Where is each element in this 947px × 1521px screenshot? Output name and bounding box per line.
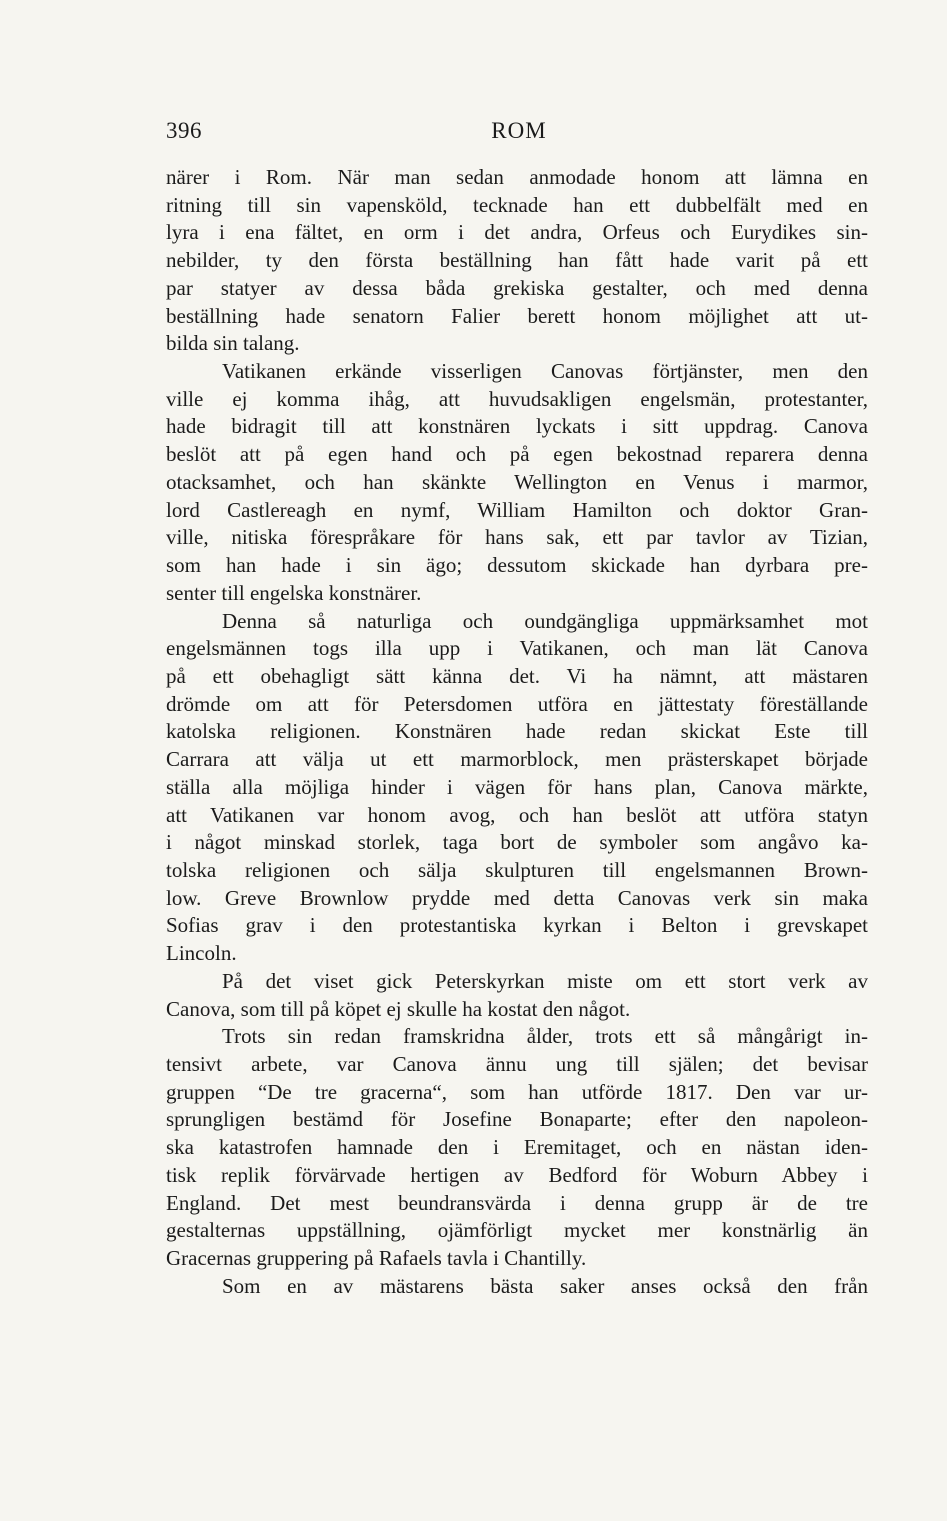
text-line: gruppen “De tre gracerna“, som han utförde 1817. Den var ur- — [166, 1079, 868, 1104]
text-line: Gracernas gruppering på Rafaels tavla i Chantilly. — [166, 1246, 587, 1271]
text-line: bilda sin talang. — [166, 331, 300, 356]
text-line: Trots sin redan framskridna ålder, trots ett så mångårigt in- — [222, 1024, 868, 1049]
text-line: lyra i ena fältet, en orm i det andra, Orfeus och Eurydikes sin- — [166, 220, 868, 245]
text-line: gestalternas uppställning, ojämförligt mycket mer konstnärlig än — [166, 1218, 868, 1243]
text-line: beslöt att på egen hand och på egen bekostnad reparera denna — [166, 442, 868, 467]
text-line: senter till engelska konstnärer. — [166, 580, 422, 605]
running-head: ROM — [491, 118, 547, 143]
text-line: Sofias grav i den protestantiska kyrkan i Belton i grevskapet — [166, 913, 868, 938]
text-line: ska katastrofen hamnade den i Eremitaget, och en nästan iden- — [166, 1135, 868, 1160]
text-line: närer i Rom. När man sedan anmodade honom att lämna en — [166, 165, 868, 189]
text-line: på ett obehagligt sätt känna det. Vi ha nämnt, att mästaren — [166, 663, 868, 688]
text-line: Denna så naturliga och oundgängliga uppmärksamhet mot — [222, 608, 868, 633]
text-line: engelsmännen togs illa upp i Vatikanen, och man lät Canova — [166, 636, 868, 661]
body-text — [166, 164, 868, 1300]
text-line: England. Det mest beundransvärda i denna grupp är de tre — [166, 1190, 868, 1215]
text-line: i något minskad storlek, taga bort de symboler som angåvo ka- — [166, 830, 868, 855]
text-line: par statyer av dessa båda grekiska gestalter, och med denna — [166, 275, 868, 300]
text-line: ställa alla möjliga hinder i vägen för hans plan, Canova märkte, — [166, 774, 868, 799]
text-line: nebilder, ty den första beställning han fått hade varit på ett — [166, 248, 868, 273]
text-line: tensivt arbete, var Canova ännu ung till själen; det bevisar — [166, 1052, 868, 1076]
text-line: otacksamhet, och han skänkte Wellington en Venus i marmor, — [166, 469, 868, 494]
text-line: Lincoln. — [166, 941, 237, 966]
text-line: katolska religionen. Konstnären hade redan skickat Este till — [166, 719, 868, 744]
text-line: drömde om att för Petersdomen utföra en jättestaty föreställande — [166, 691, 868, 716]
text-line: sprungligen bestämd för Josefine Bonaparte; efter den napoleon- — [166, 1107, 868, 1132]
page-number: 396 — [166, 118, 202, 143]
text-line: hade bidragit till att konstnären lyckats i sitt uppdrag. Canova — [166, 414, 868, 439]
text-line: tisk replik förvärvade hertigen av Bedford för Woburn Abbey i — [166, 1162, 868, 1187]
text-line: low. Greve Brownlow prydde med detta Canovas verk sin maka — [166, 885, 868, 910]
text-line: att Vatikanen var honom avog, och han beslöt att utföra statyn — [166, 802, 868, 827]
text-line: tolska religionen och sälja skulpturen till engelsmannen Brown- — [166, 857, 868, 882]
text-line: lord Castlereagh en nymf, William Hamilton och doktor Gran- — [166, 497, 868, 522]
text-line: ville ej komma ihåg, att huvudsakligen engelsmän, protestanter, — [166, 386, 868, 411]
text-line: Vatikanen erkände visserligen Canovas förtjänster, men den — [222, 359, 868, 384]
text-line: ritning till sin vapensköld, tecknade han ett dubbelfält med en — [166, 192, 868, 217]
text-line: beställning hade senatorn Falier berett honom möjlighet att ut- — [166, 303, 868, 328]
text-line: Carrara att välja ut ett marmorblock, men prästerskapet började — [166, 747, 868, 772]
text-line: Som en av mästarens bästa saker anses också den från — [222, 1273, 868, 1298]
text-line: På det viset gick Peterskyrkan miste om ett stort verk av — [222, 968, 868, 993]
text-line: ville, nitiska förespråkare för hans sak, ett par tavlor av Tizian, — [166, 525, 868, 550]
text-line: som han hade i sin ägo; dessutom skickade han dyrbara pre- — [166, 553, 868, 578]
text-line: Canova, som till på köpet ej skulle ha kostat den något. — [166, 996, 631, 1021]
page-header — [166, 118, 872, 154]
